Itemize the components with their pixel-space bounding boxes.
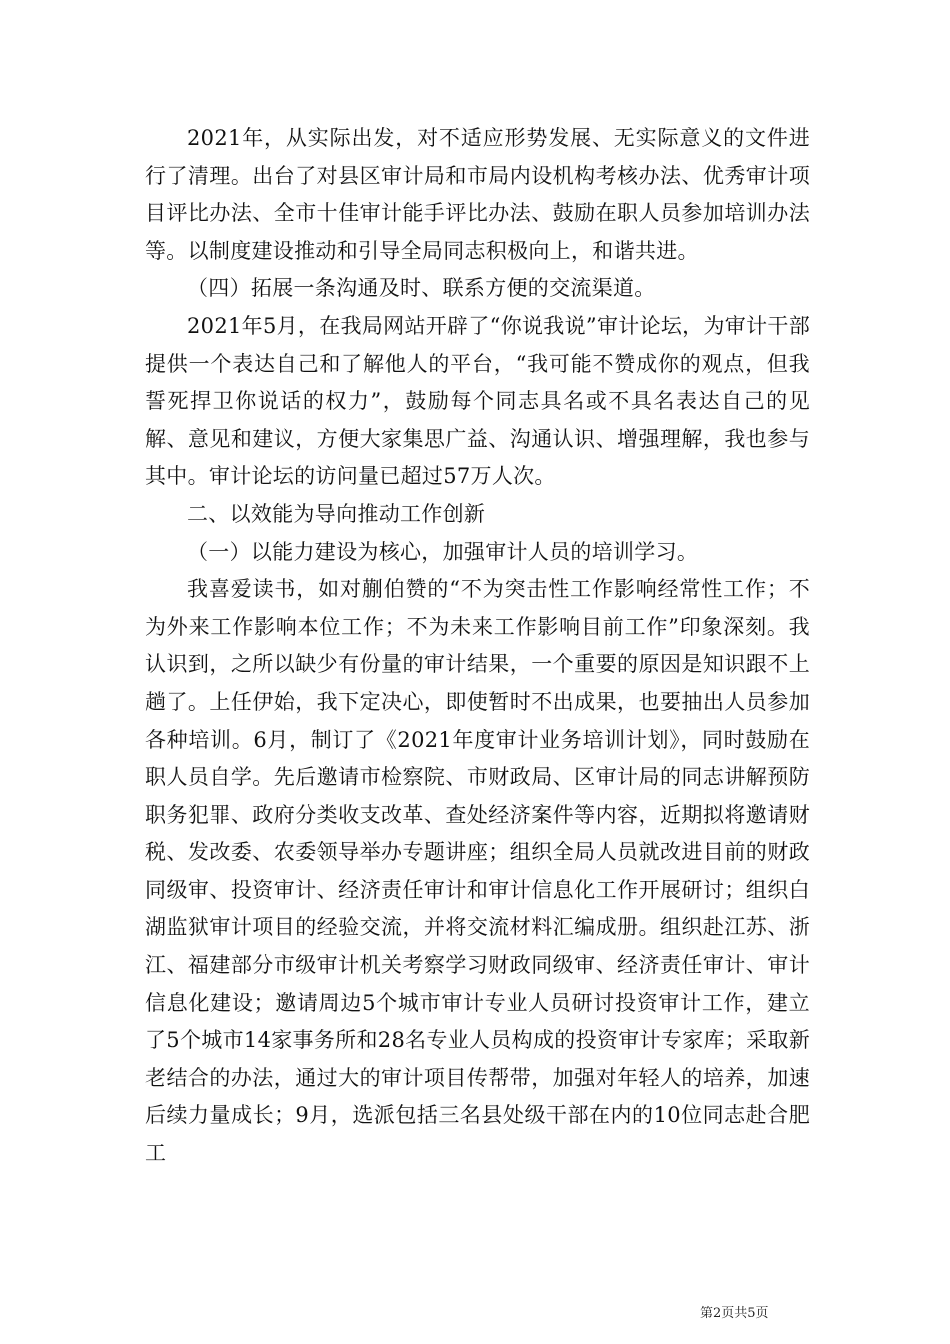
heading-capacity-building: （一）以能力建设为核心，加强审计人员的培训学习。 <box>187 539 699 564</box>
paragraph-audit-forum: 2021年5月，在我局网站开辟了“你说我说”审计论坛，为审计干部提供一个表达自己和了解他人的平台，“我可能不赞成你的观点，但我誓死捍卫你说话的权力”，鼓励每个同志具名或不具名表达自己的见解、意见和建议，方便大家集思广益、沟通认识、增强理解，我也参与其中。审计论坛的访问量已超过57万人次。 <box>145 313 810 489</box>
paragraph-training: 我喜爱读书，如对蒯伯赞的“不为突击性工作影响经常性工作；不为外来工作影响本位工作；不为未来工作影响目前工作”印象深刻。我认识到，之所以缺少有份量的审计结果，一个重要的原因是知识跟不上趟了。上任伊始，我下定决心，即使暂时不出成果，也要抽出人员参加各种培训。6月，制订了《2021年度审计业务培训计划》，同时鼓励在职人员自学。先后邀请市检察院、市财政局、区审计局的同志讲解预防职务犯罪、政府分类收支改革、查处经济案件等内容，近期拟将邀请财税、发改委、农委领导举办专题讲座；组织全局人员就改进目前的财政同级审、投资审计、经济责任审计和审计信息化工作开展研讨；组织白湖监狱审计项目的经验交流，并将交流材料汇编成册。组织赴江苏、浙江、福建部分市级审计机关考察学习财政同级审、经济责任审计、审计信息化建设；邀请周边5个城市审计专业人员研讨投资审计工作，建立了5个城市14家事务所和28名专业人员构成的投资审计专家库；采取新老结合的办法，通过大的审计项目传帮带，加强对年轻人的培养，加速后续力量成长；9月，选派包括三名县处级干部在内的10位同志赴合肥工 <box>145 577 810 1166</box>
section-heading-efficiency: 二、以效能为导向推动工作创新 <box>187 501 486 526</box>
paragraph-system-cleanup: 2021年，从实际出发，对不适应形势发展、无实际意义的文件进行了清理。出台了对县区审计局和市局内设机构考核办法、优秀审计项目评比办法、全市十佳审计能手评比办法、鼓励在职人员参加培训办法等。以制度建设推动和引导全局同志积极向上，和谐共进。 <box>145 126 810 263</box>
page-number: 第2页共5页 <box>700 1306 769 1321</box>
heading-communication-channel: （四）拓展一条沟通及时、联系方便的交流渠道。 <box>187 276 656 301</box>
body-text <box>145 120 810 1173</box>
